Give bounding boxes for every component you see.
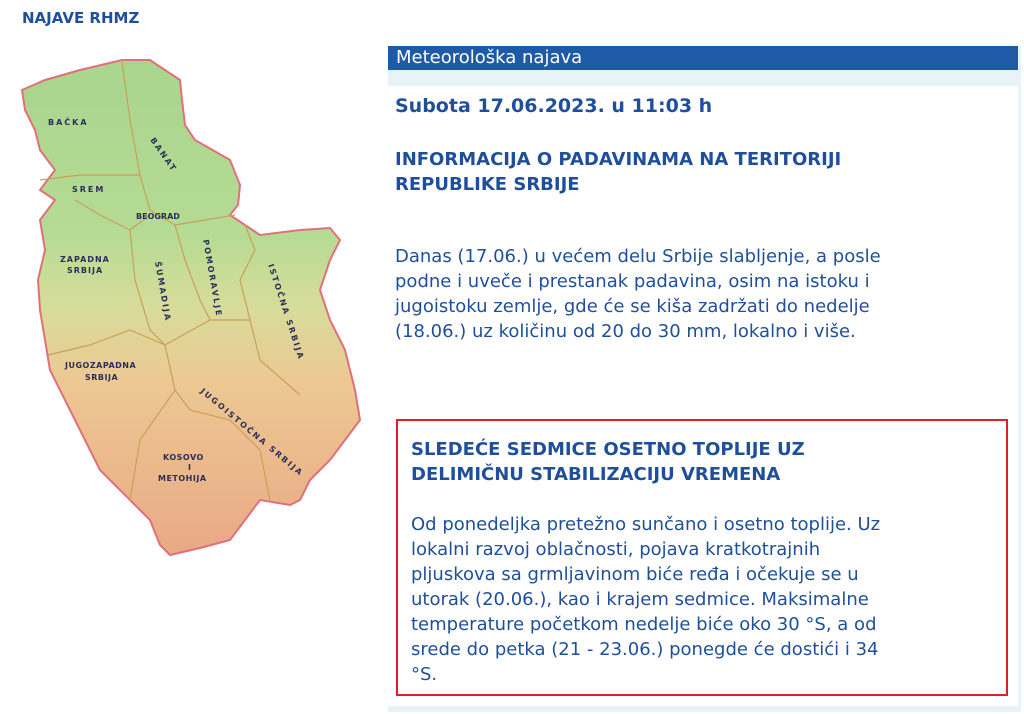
svg-text:KOSOVO: KOSOVO: [163, 453, 204, 462]
svg-text:SREM: SREM: [72, 185, 106, 194]
svg-text:ŠUMADIJA: ŠUMADIJA: [153, 260, 173, 323]
forecast-body: [395, 244, 881, 344]
body-line: podne i uveče i prestanak padavina, osim na istoku i: [395, 271, 870, 292]
warning-box: [396, 419, 1008, 696]
panel-header: Meteorološka najava: [388, 46, 1018, 70]
body-line: utorak (20.06.), kao i krajem sedmice. Maksimalne: [411, 589, 869, 610]
svg-text:JUGOISTOČNA SRBIJA: JUGOISTOČNA SRBIJA: [198, 386, 306, 479]
forecast-heading: [395, 147, 841, 197]
heading-line: REPUBLIKE SRBIJE: [395, 174, 580, 195]
heading-line: INFORMACIJA O PADAVINAMA NA TERITORIJI: [395, 149, 842, 170]
svg-text:METOHIJA: METOHIJA: [158, 474, 207, 483]
body-line: (18.06.) uz količinu od 20 do 30 mm, lokalno i više.: [395, 321, 856, 342]
svg-text:BAČKA: BAČKA: [48, 118, 89, 127]
svg-text:BANAT: BANAT: [148, 135, 179, 174]
forecast-date: Subota 17.06.2023. u 11:03 h: [395, 95, 713, 117]
warning-body: [411, 512, 880, 687]
svg-text:BEOGRAD: BEOGRAD: [136, 212, 180, 221]
svg-text:SRBIJA: SRBIJA: [67, 266, 104, 275]
warning-heading: [411, 437, 805, 487]
body-line: temperature početkom nedelje biće oko 30 °S, a od: [411, 614, 877, 635]
svg-text:I: I: [188, 463, 193, 472]
header-strip: [388, 70, 1018, 86]
body-line: °S.: [411, 664, 438, 685]
heading-line: DELIMIČNU STABILIZACIJU VREMENA: [411, 464, 781, 485]
body-line: lokalni razvoj oblačnosti, pojava kratkotrajnih: [411, 539, 821, 560]
svg-text:JUGOZAPADNA: JUGOZAPADNA: [65, 361, 137, 370]
serbia-regions-map: [0, 40, 380, 570]
body-line: Od ponedeljka pretežno sunčano i osetno toplije. Uz: [411, 514, 881, 535]
svg-text:ZAPADNA: ZAPADNA: [60, 255, 110, 264]
svg-text:POMORAVLJE: POMORAVLJE: [201, 238, 224, 319]
page-title: NAJAVE RHMZ: [22, 9, 140, 27]
svg-text:SRBIJA: SRBIJA: [85, 373, 119, 382]
body-line: pljuskova sa grmljavinom biće ređa i očekuje se u: [411, 564, 859, 585]
body-line: jugoistoku zemlje, gde će se kiša zadržati do nedelje: [395, 296, 870, 317]
body-line: Danas (17.06.) u većem delu Srbije slabljenje, a posle: [395, 246, 881, 267]
body-line: srede do petka (21 - 23.06.) ponegde će dostići i 34: [411, 639, 879, 660]
svg-text:ISTOČNA SRBIJA: ISTOČNA SRBIJA: [266, 262, 306, 362]
heading-line: SLEDEĆE SEDMICE OSETNO TOPLIJE UZ: [411, 439, 805, 460]
